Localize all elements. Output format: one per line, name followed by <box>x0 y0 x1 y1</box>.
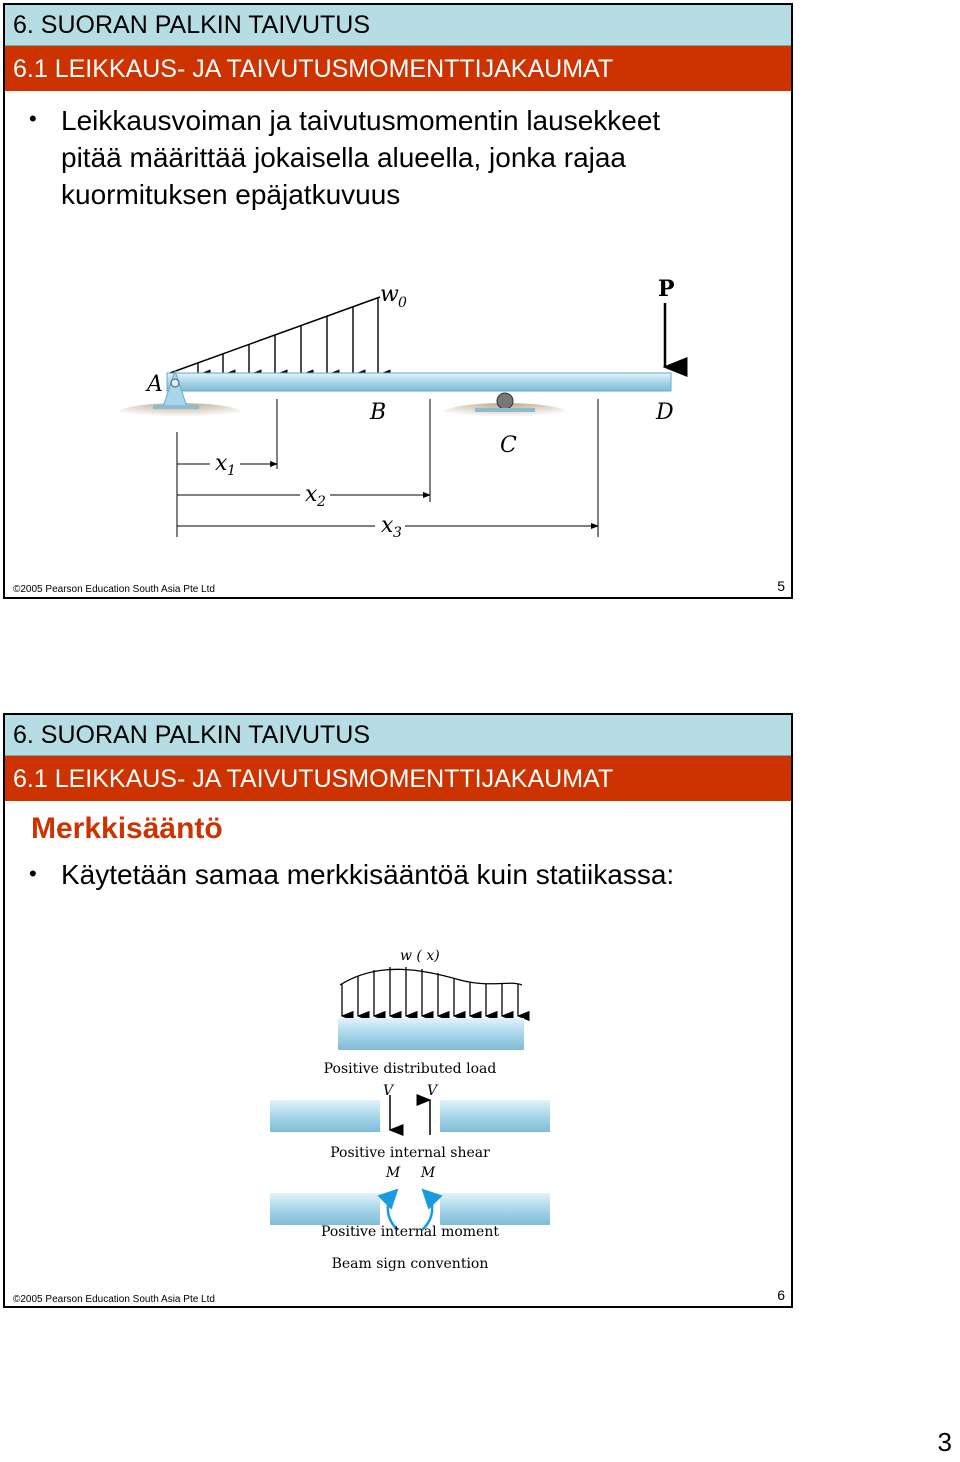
pin-a <box>171 379 179 387</box>
copyright-icon: © <box>13 1294 21 1305</box>
slide-title: 6. SUORAN PALKIN TAIVUTUS <box>13 721 371 749</box>
roller-c <box>497 393 513 409</box>
bullet-line-1: Leikkausvoiman ja taivutusmomentin lausekkeet <box>61 105 661 136</box>
bullet-line-3: kuormituksen epäjatkuvuus <box>61 179 401 210</box>
label-m-right: M <box>420 1165 436 1181</box>
label-x2: x <box>305 482 318 507</box>
slide-page-number: 5 <box>777 578 785 594</box>
beam-moment-right <box>440 1193 550 1225</box>
slide-title: 6. SUORAN PALKIN TAIVUTUS <box>13 11 371 39</box>
document-page-number: 3 <box>937 1427 952 1457</box>
caption-beam-sign-convention: Beam sign convention <box>331 1256 489 1272</box>
label-d: D <box>656 400 674 425</box>
caption-positive-internal-moment: Positive internal moment <box>321 1224 499 1240</box>
label-a: A <box>147 372 163 397</box>
label-w0: w <box>380 282 399 307</box>
label-v-right: V <box>426 1083 438 1099</box>
beam-shear-right <box>440 1100 550 1132</box>
label-v-left: V <box>382 1083 394 1099</box>
caption-positive-distributed-load: Positive distributed load <box>323 1061 497 1077</box>
bullet-line-2: pitää määrittää jokaisella alueella, jonka rajaa <box>61 142 627 173</box>
slide-subtitle-bar <box>5 756 791 801</box>
copyright-text: 2005 Pearson Education South Asia Pte Ltd <box>20 1294 215 1305</box>
label-b: B <box>370 400 387 425</box>
copyright-footer <box>13 1294 215 1305</box>
base-a <box>153 405 199 409</box>
label-x3-sub: 3 <box>393 525 402 541</box>
bullet-icon: • <box>29 106 37 131</box>
bullet-icon: • <box>29 861 37 886</box>
slide-title-bar <box>5 715 791 756</box>
copyright-text: 2005 Pearson Education South Asia Pte Ltd <box>20 584 215 595</box>
slide-subtitle-bar <box>5 46 791 91</box>
label-x1: x <box>215 451 228 476</box>
slide-subtitle: 6.1 LEIKKAUS- JA TAIVUTUSMOMENTTIJAKAUMAT <box>13 765 614 793</box>
slide-subtitle: 6.1 LEIKKAUS- JA TAIVUTUSMOMENTTIJAKAUMAT <box>13 55 614 83</box>
load-arrows <box>342 967 518 1016</box>
bullet-line-1: Käytetään samaa merkkisääntöä kuin statiikassa: <box>61 859 675 890</box>
beam-shear-left <box>270 1100 380 1132</box>
copyright-icon: © <box>13 584 21 595</box>
section-heading: Merkkisääntö <box>31 812 223 845</box>
label-x1-sub: 1 <box>227 463 236 479</box>
label-c: C <box>500 433 517 458</box>
beam-load <box>338 1018 524 1050</box>
label-x2-sub: 2 <box>317 494 326 510</box>
label-x3: x <box>381 513 394 538</box>
slide-page-number: 6 <box>777 1287 785 1303</box>
slide-6 <box>3 713 793 1308</box>
beam <box>167 373 671 391</box>
beam-diagram <box>105 267 705 547</box>
label-p: P <box>658 276 675 302</box>
label-w0-sub: 0 <box>398 295 407 311</box>
slide-title-bar <box>5 5 791 46</box>
caption-positive-internal-shear: Positive internal shear <box>330 1145 490 1161</box>
label-m-left: M <box>385 1165 401 1181</box>
label-wx: w ( x) <box>400 948 440 964</box>
load-arrows <box>198 298 378 375</box>
slide-5 <box>3 3 793 599</box>
load-curve <box>340 969 522 985</box>
beam-moment-left <box>270 1193 380 1225</box>
copyright-footer <box>13 584 215 595</box>
base-c <box>475 408 535 412</box>
sign-convention-diagram <box>260 940 560 1280</box>
